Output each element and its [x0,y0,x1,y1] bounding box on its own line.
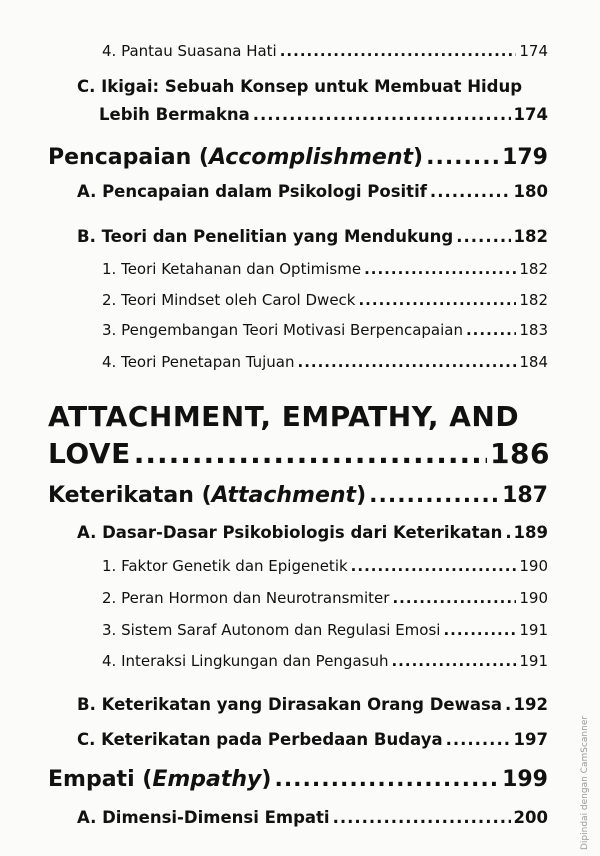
scanner-watermark: Dipindai dengan CamScanner [580,715,590,850]
toc-entry [48,483,548,508]
toc-entry [77,77,522,96]
toc-leader-dots [392,589,516,607]
toc-leader-dots [369,483,499,508]
toc-entry [102,557,548,575]
toc-entry-label: 3. Pengembangan Teori Motivasi Berpencapaian [102,321,463,339]
toc-page-number: 192 [513,695,548,714]
toc-leader-dots [364,260,516,278]
label-part-italic: Accomplishment [208,145,414,170]
toc-leader-dots [280,42,517,60]
toc-entry-label: 1. Faktor Genetik dan Epigenetik [102,557,348,575]
label-part: Pencapaian ( [48,145,209,170]
toc-entry [77,730,548,749]
toc-leader-dots [351,557,517,575]
toc-leader-dots [274,767,499,792]
toc-leader-dots [358,291,516,309]
toc-entry-label: 4. Pantau Suasana Hati [102,42,277,60]
toc-page-number: 174 [519,42,548,60]
toc-entry-label [48,483,366,508]
toc-leader-dots [446,730,511,749]
toc-entry [77,695,548,714]
toc-entry [48,767,548,792]
toc-entry-label [48,767,271,792]
toc-entry-label: LOVE [48,437,131,470]
toc-entry [102,589,548,607]
toc-page-number: 189 [513,523,548,542]
toc-entry-label: ATTACHMENT, EMPATHY, AND [48,400,520,433]
toc-leader-dots [391,652,516,670]
toc-entry-label: A. Pencapaian dalam Psikologi Positif [77,182,427,201]
toc-page-number: 199 [502,767,548,792]
toc-entry [102,353,548,371]
toc-entry-label: 2. Peran Hormon dan Neurotransmiter [102,589,390,607]
toc-entry-label: B. Keterikatan yang Dirasakan Orang Dewasa [77,695,502,714]
label-part: Empati ( [48,767,153,792]
label-part: Keterikatan ( [48,483,212,508]
toc-leader-dots [430,182,511,201]
label-part-italic: Attachment [211,483,357,508]
toc-page-number: 179 [502,145,548,170]
toc-page-number: 182 [519,260,548,278]
toc-entry-label: 2. Teori Mindset oleh Carol Dweck [102,291,356,309]
toc-part-title [48,400,519,433]
toc-leader-dots [443,621,516,639]
toc-entry [102,621,548,639]
toc-leader-dots [505,523,510,542]
toc-entry-label: C. Ikigai: Sebuah Konsep untuk Membuat Hidup [77,77,523,96]
toc-entry [77,182,548,201]
toc-page-number: 182 [513,227,548,246]
toc-page-number: 174 [513,105,548,124]
toc-page-number: 182 [519,291,548,309]
toc-entry [102,652,548,670]
label-part: ) [356,483,367,508]
toc-entry [99,105,548,124]
toc-entry-label: Lebih Bermakna [99,105,250,124]
toc-leader-dots [298,353,517,371]
toc-page-number: 186 [490,437,550,470]
toc-leader-dots [505,695,511,714]
toc-page-number: 191 [519,652,548,670]
toc-page-number: 200 [513,808,548,827]
toc-leader-dots [466,321,516,339]
toc-entry-label: 1. Teori Ketahanan dan Optimisme [102,260,362,278]
toc-entry-label [48,145,423,170]
toc-page-number: 180 [513,182,548,201]
toc-entry [77,227,548,246]
toc-leader-dots [134,437,487,470]
toc-entry-label: A. Dasar-Dasar Psikobiologis dari Keterikatan [77,523,503,542]
toc-page-number: 190 [519,589,548,607]
toc-entry-label: B. Teori dan Penelitian yang Mendukung [77,227,454,246]
toc-leader-dots [456,227,510,246]
toc-entry [102,291,548,309]
toc-entry-label: A. Dimensi-Dimensi Empati [77,808,330,827]
toc-entry [77,523,548,542]
toc-entry [48,437,550,470]
toc-page-number: 187 [502,483,548,508]
label-part: ) [413,145,424,170]
toc-leader-dots [333,808,511,827]
toc-entry [48,145,548,170]
toc-leader-dots [426,145,499,170]
toc-page-number: 190 [519,557,548,575]
toc-entry [102,42,548,60]
toc-entry-label: 4. Teori Penetapan Tujuan [102,353,295,371]
toc-entry [77,808,548,827]
toc-entry-label: 4. Interaksi Lingkungan dan Pengasuh [102,652,389,670]
toc-entry-label: 3. Sistem Saraf Autonom dan Regulasi Emosi [102,621,441,639]
toc-entry [102,321,548,339]
label-part-italic: Empathy [152,767,262,792]
toc-page-number: 184 [519,353,548,371]
toc-page-number: 191 [519,621,548,639]
label-part: ) [261,767,272,792]
toc-leader-dots [253,105,511,124]
toc-entry-label: C. Keterikatan pada Perbedaan Budaya [77,730,443,749]
toc-page-number: 183 [519,321,548,339]
toc-entry [102,260,548,278]
toc-page-number: 197 [513,730,548,749]
